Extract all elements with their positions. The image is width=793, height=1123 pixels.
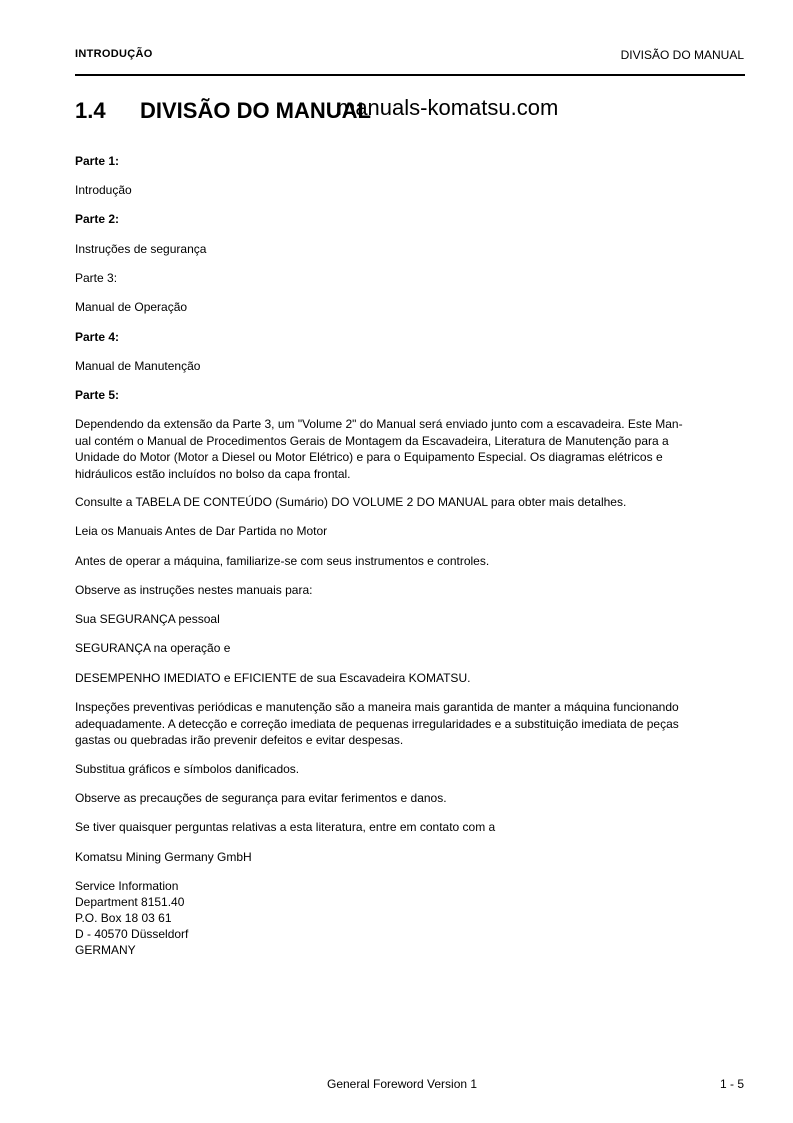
part-1-description: Introdução: [75, 183, 132, 197]
header-divider: [75, 74, 745, 76]
section-number: 1.4: [75, 98, 106, 123]
part-3-description: Manual de Operação: [75, 300, 188, 314]
company-name: Komatsu Mining Germany GmbH: [75, 850, 252, 864]
address-line-2: Department 8151.40: [75, 895, 185, 909]
paragraph-line: hidráulicos estão incluídos no bolso da capa frontal.: [75, 466, 351, 481]
paragraph-line: adequadamente. A detecção e correção imediata de pequenas irregularidades e a substituição imediata de peças: [75, 716, 679, 731]
before-operating-text: Antes de operar a máquina, familiarize-se com seus instrumentos e controles.: [75, 554, 490, 568]
performance-text: DESEMPENHO IMEDIATO e EFICIENTE de sua Escavadeira KOMATSU.: [75, 671, 471, 685]
questions-text: Se tiver quaisquer perguntas relativas a esta literatura, entre em contato com a: [75, 820, 496, 834]
paragraph-line: gastas ou quebradas irão prevenir defeitos e evitar despesas.: [75, 733, 404, 747]
inspections-paragraph: [75, 699, 747, 749]
personal-safety-text: Sua SEGURANÇA pessoal: [75, 612, 220, 626]
part-1-label: Parte 1:: [75, 154, 120, 168]
part-5-paragraph: [75, 416, 747, 482]
address-line-4: D - 40570 Düsseldorf: [75, 927, 189, 941]
address-line-3: P.O. Box 18 03 61: [75, 911, 172, 925]
part-4-label: Parte 4:: [75, 330, 120, 344]
address-line-1: Service Information: [75, 879, 179, 893]
observe-precautions-text: Observe as precauções de segurança para evitar ferimentos e danos.: [75, 791, 447, 805]
replace-graphics-text: Substitua gráficos e símbolos danificados.: [75, 762, 300, 776]
paragraph-line: ual contém o Manual de Procedimentos Gerais de Montagem da Escavadeira, Literatura de Manutenção para a: [75, 433, 669, 448]
operation-safety-text: SEGURANÇA na operação e: [75, 641, 231, 655]
part-4-description: Manual de Manutenção: [75, 359, 201, 373]
part-2-description: Instruções de segurança: [75, 242, 207, 256]
page-number: 1 - 5: [719, 1077, 744, 1091]
consult-text: Consulte a TABELA DE CONTEÚDO (Sumário) DO VOLUME 2 DO MANUAL para obter mais detalhes.: [75, 495, 627, 509]
observe-instructions-text: Observe as instruções nestes manuais para:: [75, 583, 313, 597]
paragraph-line: Inspeções preventivas periódicas e manutenção são a maneira mais garantida de manter a máquina funcionando: [75, 700, 679, 714]
part-2-label: Parte 2:: [75, 212, 120, 226]
paragraph-line: Dependendo da extensão da Parte 3, um "Volume 2" do Manual será enviado junto com a escavadeira. Este Man-: [75, 417, 683, 431]
read-manuals-text: Leia os Manuais Antes de Dar Partida no Motor: [75, 524, 328, 538]
footer-title: General Foreword Version 1: [327, 1077, 478, 1091]
running-header-section: INTRODUÇÃO: [75, 48, 153, 60]
part-5-label: Parte 5:: [75, 388, 120, 402]
paragraph-line: Unidade do Motor (Motor a Diesel ou Motor Elétrico) e para o Equipamento Especial. Os diagramas elétricos e: [75, 450, 663, 464]
address-line-5: GERMANY: [75, 943, 136, 957]
part-3-label: Parte 3:: [75, 271, 118, 285]
running-header-chapter: DIVISÃO DO MANUAL: [620, 48, 744, 62]
watermark: manuals-komatsu.com: [337, 95, 559, 120]
page-title: DIVISÃO DO MANUAL: [140, 98, 371, 123]
